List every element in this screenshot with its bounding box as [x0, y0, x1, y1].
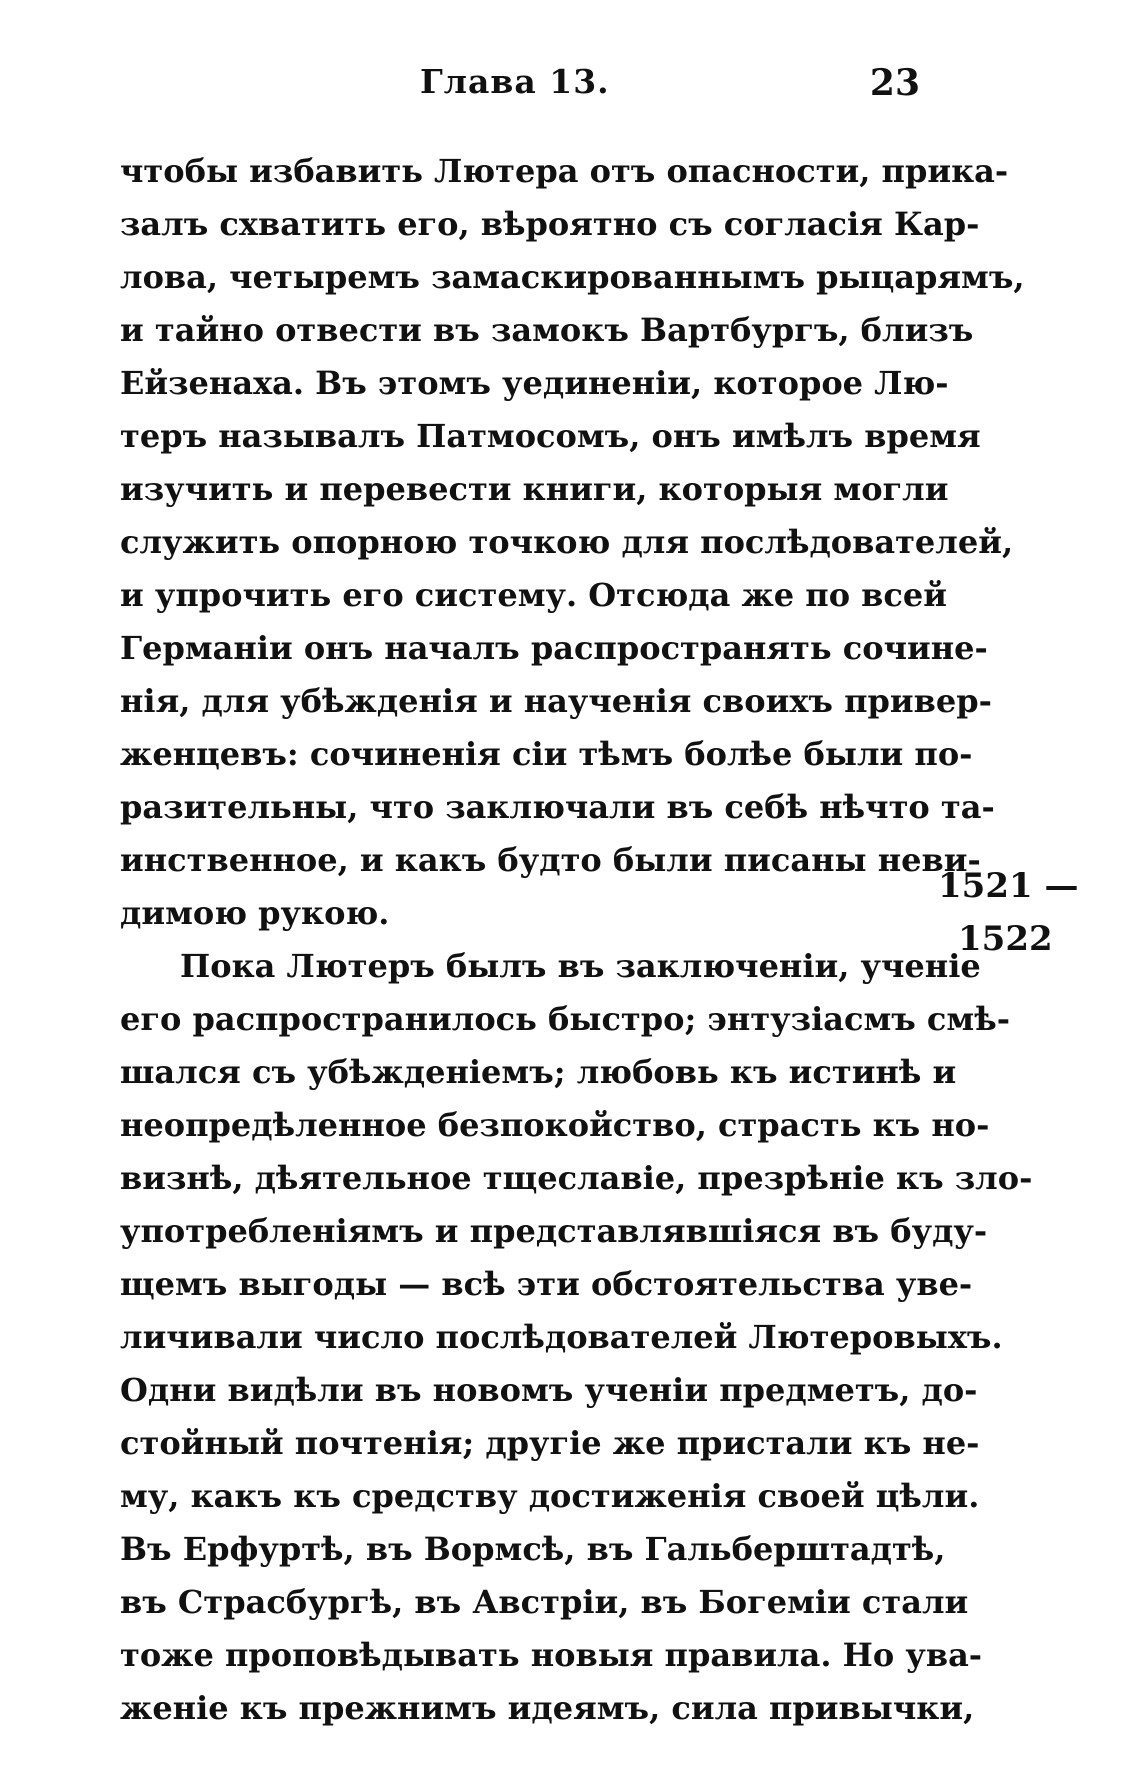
text-line: Въ Ерфуртѣ, въ Вормсѣ, въ Гальберштадтѣ, [120, 1530, 946, 1568]
chapter-title: Глава 13. [420, 62, 610, 101]
text-line: нія, для убѣжденія и наученія своихъ привер- [120, 682, 992, 720]
paragraph-2 [120, 940, 1033, 1735]
text-line: разительны, что заключали въ себѣ нѣчто та- [120, 788, 995, 826]
text-line: му, какъ къ средству достиженія своей цѣли. [120, 1477, 980, 1515]
text-line: женіе къ прежнимъ идеямъ, сила привычки, [120, 1689, 975, 1727]
text-line: инственное, и какъ будто были писаны неви- [120, 841, 981, 879]
margin-date-line-2: 1522 [958, 919, 1053, 959]
text-line: Ейзенаха. Въ этомъ уединеніи, которое Лю- [120, 364, 949, 402]
text-line: чтобы избавить Лютера отъ опасности, прика- [120, 152, 1009, 190]
text-line: Пока Лютеръ былъ въ заключеніи, ученіе [180, 947, 981, 985]
text-line: Одни видѣли въ новомъ ученіи предметъ, до- [120, 1371, 978, 1409]
text-line: и упрочить его систему. Отсюда же по всей [120, 576, 947, 614]
text-line: визнѣ, дѣятельное тщеславіе, презрѣніе къ зло- [120, 1159, 1033, 1197]
text-line: въ Страсбургѣ, въ Австріи, въ Богеміи стали [120, 1583, 969, 1621]
text-line: Германіи онъ началъ распространять сочине- [120, 629, 988, 667]
text-line: и тайно отвести въ замокъ Вартбургъ, близъ [120, 311, 974, 349]
text-line: тоже проповѣдывать новыя правила. Но ува- [120, 1636, 983, 1674]
page-number: 23 [869, 62, 920, 104]
margin-date-line-1: 1521 — [938, 866, 1079, 906]
text-line: шался съ убѣжденіемъ; любовь къ истинѣ и [120, 1053, 957, 1091]
text-line: лова, четыремъ замаскированнымъ рыцарямъ, [120, 258, 1025, 296]
text-line: неопредѣленное безпокойство, страсть къ но- [120, 1106, 990, 1144]
text-line: теръ называлъ Патмосомъ, онъ имѣлъ время [120, 417, 981, 455]
margin-date-note [938, 860, 1078, 966]
text-line: личивали число послѣдователей Лютеровыхъ. [120, 1318, 1003, 1356]
text-line: стойный почтенія; другіе же пристали къ не- [120, 1424, 980, 1462]
text-line: щемъ выгоды — всѣ эти обстоятельства уве- [120, 1265, 973, 1303]
text-line: изучить и перевести книги, которыя могли [120, 470, 949, 508]
text-line: его распространилось быстро; энтузіасмъ смѣ- [120, 1000, 1010, 1038]
text-line: залъ схватить его, вѣроятно съ согласія Кар- [120, 205, 980, 243]
text-line: служить опорною точкою для послѣдователей, [120, 523, 1014, 561]
running-header [120, 62, 920, 112]
text-line: употребленіямъ и представлявшіяся въ буду- [120, 1212, 988, 1250]
text-line: димою рукою. [120, 894, 390, 932]
text-line: женцевъ: сочиненія сіи тѣмъ болѣе были по- [120, 735, 973, 773]
